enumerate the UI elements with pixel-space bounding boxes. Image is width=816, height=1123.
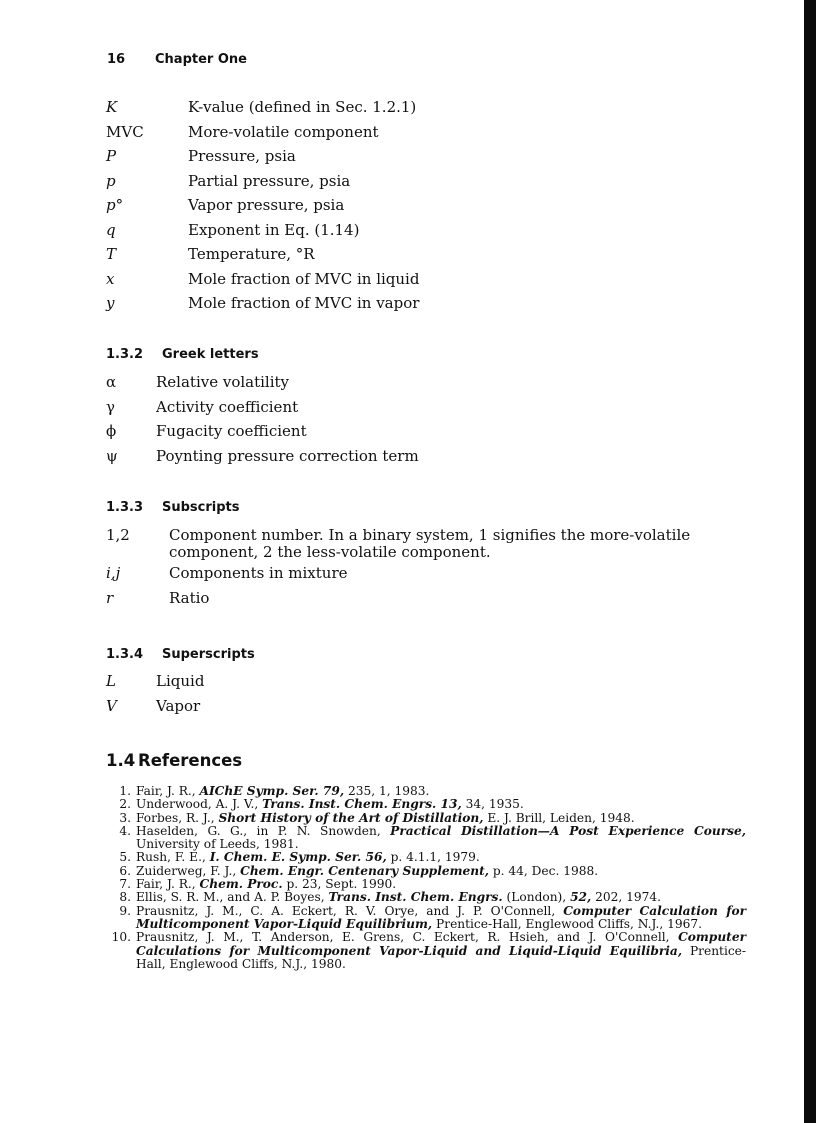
section-title: Superscripts [162, 647, 255, 662]
reference-number: 2. [119, 797, 131, 812]
references-list [106, 785, 746, 971]
notation-list [106, 95, 766, 316]
symbol-row [106, 95, 766, 120]
reference-segment: Zuiderweg, F. J., [136, 863, 241, 878]
reference-text [136, 812, 746, 825]
reference-text [136, 878, 746, 891]
reference-source: Practical Distillation—A Post Experience Course, [390, 823, 746, 838]
symbol-row [106, 395, 766, 420]
reference-text [136, 865, 746, 878]
reference-number: 8. [119, 890, 131, 905]
symbol-row [106, 419, 766, 444]
references-heading [106, 751, 242, 770]
symbol: ψ [106, 446, 118, 465]
symbol-description: More-volatile component [188, 122, 379, 141]
symbol-description: Pressure, psia [188, 147, 296, 165]
reference-segment: (London), [502, 890, 571, 905]
section-title: Greek letters [162, 347, 259, 362]
section-title: Subscripts [162, 500, 240, 515]
greek-letters-heading [106, 347, 259, 362]
reference-source: Trans. Inst. Chem. Engrs. 13, [262, 797, 462, 812]
reference-number: 3. [119, 810, 131, 825]
reference-item [106, 905, 746, 932]
symbol: V [106, 696, 117, 715]
symbol-description: K-value (defined in Sec. 1.2.1) [188, 98, 417, 116]
reference-segment: 34, 1935. [461, 797, 524, 812]
symbol-row [106, 586, 766, 611]
reference-segment: Rush, F. E., [136, 850, 210, 865]
symbol-description: Ratio [169, 588, 210, 607]
symbol-description: Temperature, °R [188, 245, 315, 263]
reference-segment: Fair, J. R., [136, 784, 200, 798]
symbol-description: Vapor [156, 696, 201, 715]
symbol: x [106, 269, 115, 288]
reference-source: Chem. Engr. Centenary Supplement, [240, 863, 489, 878]
symbol-row [106, 523, 766, 561]
section-number: 1.3.4 [106, 647, 144, 662]
reference-item [106, 798, 746, 811]
symbol-row [106, 669, 766, 694]
reference-number: 10. [111, 930, 131, 945]
section-number: 1.3.3 [106, 500, 144, 515]
reference-item [106, 851, 746, 864]
symbol-description: Exponent in Eq. (1.14) [188, 220, 360, 239]
symbol-description: Fugacity coefficient [156, 422, 307, 440]
symbol-description: Activity coefficient [156, 397, 299, 416]
symbol-row [106, 694, 766, 719]
symbol-row [106, 242, 766, 267]
reference-item [106, 785, 746, 798]
reference-text [136, 785, 746, 798]
reference-text [136, 891, 746, 904]
reference-segment: Forbes, R. J., [136, 810, 219, 825]
symbol-description: Vapor pressure, psia [188, 196, 345, 214]
reference-number: 9. [119, 903, 131, 918]
reference-item [106, 891, 746, 904]
symbol: y [106, 294, 115, 312]
reference-source: Computer Calculations for Multicomponent Vapor-Liquid and Liquid-Liquid Equilibria, [136, 930, 746, 958]
reference-segment: Fair, J. R., [136, 877, 200, 892]
section-number: 1.4 [106, 751, 136, 770]
section-title: References [138, 751, 243, 770]
symbol-row [106, 169, 766, 194]
symbol-row [106, 267, 766, 292]
reference-source: I. Chem. E. Symp. Ser. 56, [209, 850, 387, 865]
reference-segment: 235, 1, 1983. [344, 784, 430, 798]
symbol-description: Mole fraction of MVC in liquid [188, 269, 420, 288]
superscripts-heading [106, 647, 255, 662]
reference-segment: Prentice-Hall, Englewood Cliffs, N.J., 1980. [136, 943, 747, 971]
running-head [107, 52, 247, 67]
symbol-row [106, 561, 766, 586]
superscripts-list [106, 669, 766, 718]
symbol-description: Partial pressure, psia [188, 171, 351, 190]
symbol-description: Liquid [156, 672, 205, 690]
reference-segment: 202, 1974. [591, 890, 662, 905]
symbol: P [106, 147, 117, 165]
reference-source: Short History of the Art of Distillation, [218, 810, 484, 825]
reference-source: AIChE Symp. Ser. 79, [199, 784, 345, 798]
symbol-description: Poynting pressure correction term [156, 446, 419, 465]
reference-item [106, 825, 746, 852]
reference-number: 6. [119, 863, 131, 878]
symbol-row [106, 444, 766, 469]
chapter-title: Chapter One [155, 52, 247, 67]
reference-number: 5. [119, 850, 131, 865]
reference-segment: Prausnitz, J. M., T. Anderson, E. Grens, C. Eckert, R. Hsieh, and J. O'Connell, [136, 930, 679, 945]
symbol: α [106, 373, 117, 391]
reference-item [106, 812, 746, 825]
symbol-description: Relative volatility [156, 373, 290, 391]
reference-item [106, 878, 746, 891]
symbol: r [106, 588, 114, 607]
subscripts-heading [106, 500, 240, 515]
symbol-row [106, 218, 766, 243]
symbol: L [106, 672, 116, 690]
reference-segment: Prausnitz, J. M., C. A. Eckert, R. V. Orye, and J. P. O'Connell, [136, 903, 564, 918]
symbol: q [106, 220, 116, 239]
reference-text [136, 798, 746, 811]
reference-text [136, 905, 746, 932]
symbol: i,j [106, 564, 121, 582]
reference-segment: University of Leeds, 1981. [136, 837, 299, 852]
symbol-row [106, 291, 766, 316]
reference-text [136, 825, 746, 852]
symbol: γ [106, 397, 115, 416]
symbol-row [106, 144, 766, 169]
reference-segment: E. J. Brill, Leiden, 1948. [483, 810, 635, 825]
reference-source: Trans. Inst. Chem. Engrs. [328, 890, 503, 905]
reference-number: 7. [119, 877, 131, 892]
reference-source: Chem. Proc. [199, 877, 283, 892]
symbol: K [106, 98, 118, 116]
reference-item [106, 865, 746, 878]
symbol-description: Component number. In a binary system, 1 signifies the more-volatile component, 2 the less-volatile component. [169, 526, 691, 561]
symbol-row [106, 120, 766, 145]
symbol-row [106, 370, 766, 395]
greek-letters-list [106, 370, 766, 468]
symbol: p° [106, 196, 124, 214]
subscripts-list [106, 523, 766, 610]
reference-segment: Ellis, S. R. M., and A. P. Boyes, [136, 890, 329, 905]
reference-segment: p. 4.1.1, 1979. [386, 850, 480, 865]
section-number: 1.3.2 [106, 347, 144, 362]
symbol-row [106, 193, 766, 218]
reference-segment: p. 44, Dec. 1988. [488, 863, 599, 878]
reference-segment: Prentice-Hall, Englewood Cliffs, N.J., 1967. [432, 916, 702, 931]
page-number: 16 [107, 52, 126, 67]
symbol-description: Mole fraction of MVC in vapor [188, 294, 420, 312]
reference-source: Computer Calculation for Multicomponent Vapor-Liquid Equilibrium, [136, 903, 746, 931]
symbol-description: Components in mixture [169, 564, 348, 582]
reference-number: 1. [119, 784, 131, 798]
reference-number: 4. [119, 823, 131, 838]
page-edge-bar [804, 0, 816, 1123]
symbol: 1,2 [106, 526, 130, 544]
reference-text [136, 851, 746, 864]
reference-text [136, 931, 746, 971]
symbol: MVC [106, 122, 144, 141]
reference-segment: Haselden, G. G., in P. N. Snowden, [136, 823, 391, 838]
symbol: ϕ [106, 422, 117, 440]
symbol: T [106, 245, 117, 263]
reference-item [106, 931, 746, 971]
reference-segment: p. 23, Sept. 1990. [282, 877, 397, 892]
reference-source: 52, [570, 890, 592, 905]
symbol: p [106, 171, 116, 190]
reference-segment: Underwood, A. J. V., [136, 797, 263, 812]
